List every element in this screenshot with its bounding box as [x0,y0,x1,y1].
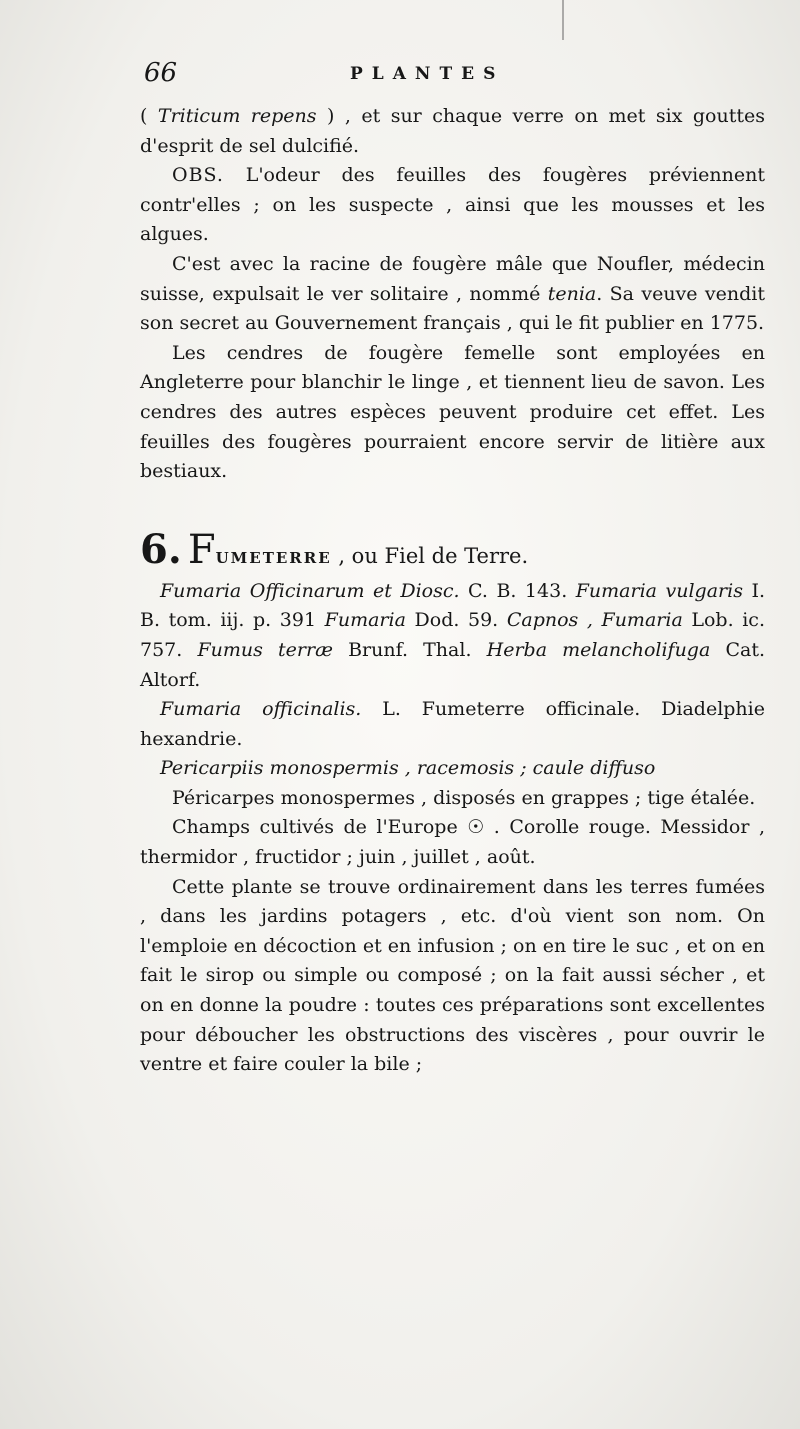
paragraph-intro [140,102,765,161]
synonym-ref: C. B. 143. [459,579,576,602]
latin-name: Triticum repens [157,105,317,127]
synonym-latin: Fumus terræ [197,638,333,661]
synonym-ref: Cat. Altorf. [140,638,765,691]
paragraph-text: ) , et sur chaque verre on met six gouttes d'esprit de sel dulcifié. [140,105,765,157]
synonym-ref: Brunf. Thal. [332,638,487,661]
usage-paragraph: Cette plante se trouve ordinairement dans les terres fumées , dans les jardins potagers , etc. d'où vient son nom. On l'emploie en décoction et en infusion ; on en tire le suc , et on en fait le sirop ou simple ou composé ; on la fait aussi sécher , et on en donne la poudre : toutes ces préparations sont excellentes pour déboucher les obstructions des viscères , pour ouvrir le ventre et faire couler la bile ; [140,875,765,1076]
officinal-paragraph [140,695,765,754]
title-capital: F [187,526,216,573]
habitat-paragraph: Champs cultivés de l'Europe ☉ . Corolle rouge. Messidor , thermidor , fructidor ; juin , juillet , août. [140,816,765,869]
synonym-latin: Capnos , Fumaria [506,609,683,632]
obs-label: OBS. [172,164,224,187]
page-scratch-mark [562,0,564,40]
page-number: 66 [144,58,178,88]
synonym-ref: Dod. 59. [405,609,507,632]
synonym-latin: Fumaria Officinarum et Diosc. [160,579,460,602]
section-number: 6. [140,525,182,573]
synonym-ref: Lob. ic. 757. [140,609,765,661]
diagnosis-latin: Pericarpiis monospermis , racemosis ; caule diffuso [160,757,656,780]
paragraph-noufer [140,250,765,339]
diagnosis-french: Péricarpes monospermes , disposés en grappes ; tige étalée. [172,786,756,809]
latin-term: tenia [547,282,597,305]
paragraph-obs [140,161,765,250]
paragraph-text: L'odeur des feuilles des fougères préviennent contr'elles ; on les suspecte , ainsi que les mousses et les algues. [140,164,765,246]
synonym-latin: Fumaria [324,609,406,632]
officinal-latin: Fumaria officinalis. [160,698,362,721]
paragraph-text: C'est avec la racine de fougère mâle que Noufler, médecin suisse, expulsait le ver solitaire , nommé [140,252,765,305]
synonym-latin: Herba melancholifuga [486,638,711,661]
running-head: PLANTES [350,64,505,84]
paragraph-cendres: Les cendres de fougère femelle sont employées en Angleterre pour blanchir le linge , et tiennent lieu de savon. Les cendres des autres espèces peuvent produire cet effet. Les feuilles des fougères pourraient encore servir de litière aux bestiaux. [140,341,765,483]
section-heading [140,525,765,577]
page-body [140,102,765,1080]
page-header [140,58,770,98]
paren-open: ( [140,105,158,127]
synonymy-paragraph [140,577,765,695]
officinal-text: L. Fumeterre officinale. Diadelphie hexandrie. [140,698,765,750]
synonym-ref: I. B. tom. iij. p. 391 [140,579,765,632]
title-small-caps: UMETERRE [215,548,332,567]
title-tail: , ou Fiel de Terre. [331,543,529,568]
synonym-latin: Fumaria vulgaris [575,579,743,602]
paragraph-text: . Sa veuve vendit son secret au Gouvernement français , qui le fit publier en 1775. [140,282,765,335]
